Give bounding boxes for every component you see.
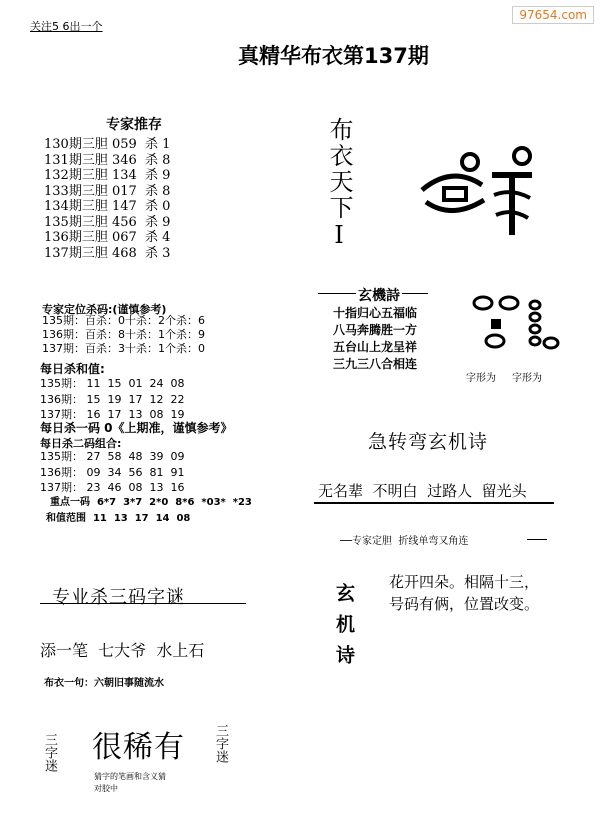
zixing-right: 字形为: [512, 373, 542, 384]
xuanji-line: 十指归心五福临: [333, 306, 418, 320]
hezhi-list: [40, 376, 184, 423]
expert-list: [44, 137, 170, 261]
yima-line: 每日杀一码 0《上期准，谨慎参考》: [40, 421, 233, 435]
expert-row: 132期三胆 134 杀 9: [44, 168, 171, 183]
xuanji-line: 三九三八合相连: [333, 357, 418, 371]
wuming-underline: [314, 502, 554, 504]
ermazu-heading: 每日杀二码组合:: [40, 437, 122, 450]
expert-row: 131期三胆 346 杀 8: [44, 152, 171, 168]
tianyi-line: 添一笔 七大爷 水上石: [40, 641, 205, 660]
sanzimi-left: 三字迷: [42, 733, 57, 772]
henxiyou: 很稀有: [92, 730, 185, 765]
buyi-yiju: 布衣一句：六朝旧事随流水: [44, 678, 164, 689]
jizhuan-title: 急转弯玄机诗: [368, 431, 489, 453]
expert-row: 134期三胆 147 杀 0: [44, 199, 171, 214]
ermazu-row: 135期： 27 58 48 39 09: [40, 450, 185, 463]
wuming-line: 无名辈 不明白 过路人 留光头: [318, 482, 527, 500]
huakai-line: 号码有俩，位置改变。: [389, 595, 540, 613]
hezhi-row: 136期： 15 19 17 12 22: [40, 392, 185, 406]
xuanji-line: 五台山上龙呈祥: [333, 340, 418, 354]
page-title: 真精华布衣第137期: [238, 44, 429, 68]
hezhi-row: 137期： 16 17 13 08 19: [40, 408, 185, 421]
dingwei-list: [42, 314, 205, 356]
zixing-left: 字形为: [466, 373, 496, 384]
huakai-line: 花开四朵。相隔十三，: [389, 573, 540, 591]
cai-note: [94, 771, 166, 795]
ermazu-row: 136期： 09 34 56 81 91: [40, 465, 185, 479]
expert-row: 137期三胆 468 杀 3: [44, 245, 171, 261]
ermazu-row: 137期： 23 46 08 13 16: [40, 481, 185, 494]
dingwei-row: 136期：百杀：8十杀：1个杀：9: [42, 328, 205, 341]
zhuanye-underline: [40, 603, 246, 604]
zhuanye-heading: 专业杀三码字谜: [52, 587, 185, 608]
expert-row: 130期三胆 059 杀 1: [44, 137, 171, 152]
buyi-vertical: 布衣天下I: [325, 117, 353, 251]
expert-row: 135期三胆 456 杀 9: [44, 214, 171, 230]
xuanji-box-heading: 玄機詩: [356, 285, 402, 305]
zhongdian-line: 重点一码 6*7 3*7 2*0 8*6 *03* *23: [50, 497, 252, 508]
hezhi-heading: 每日杀和值:: [40, 362, 105, 376]
top-note: 关注5 6出一个: [30, 20, 103, 33]
dingwei-row: 135期：百杀：0十杀：2个杀：6: [42, 314, 205, 327]
expert-row: 133期三胆 017 杀 8: [44, 183, 171, 199]
expert-row: 136期三胆 067 杀 4: [44, 230, 171, 245]
sanzimi-right: 三字迷: [213, 724, 228, 763]
dingwei-heading: 专家定位杀码:(谨慎参考): [42, 303, 167, 316]
ancient-character-icon: [412, 140, 562, 240]
xuanji-line: 八马奔腾胜一方: [333, 323, 418, 337]
expert-heading: 专家推存: [106, 117, 162, 133]
huakai-poem: [389, 571, 539, 615]
watermark: 97654.com: [512, 6, 594, 24]
coin-glyph-icon: [465, 293, 560, 363]
cai-note-line: 猜字的笔画和含义猜: [94, 772, 166, 781]
dingdan-dash: [527, 539, 547, 540]
ermazu-list: [40, 449, 184, 496]
cai-note-line: 对胶中: [94, 784, 118, 793]
xuanji-vertical: 玄机诗: [333, 583, 355, 676]
hezhi-row: 135期： 11 15 01 24 08: [40, 377, 185, 390]
dingwei-row: 137期：百杀：3十杀：1个杀：0: [42, 342, 205, 355]
dingdan-line: ──专家定胆 折线单弯又角连: [340, 536, 469, 547]
hezhi-range: 和值范围 11 13 17 14 08: [46, 513, 191, 524]
xuanji-box-lines: [333, 305, 417, 373]
